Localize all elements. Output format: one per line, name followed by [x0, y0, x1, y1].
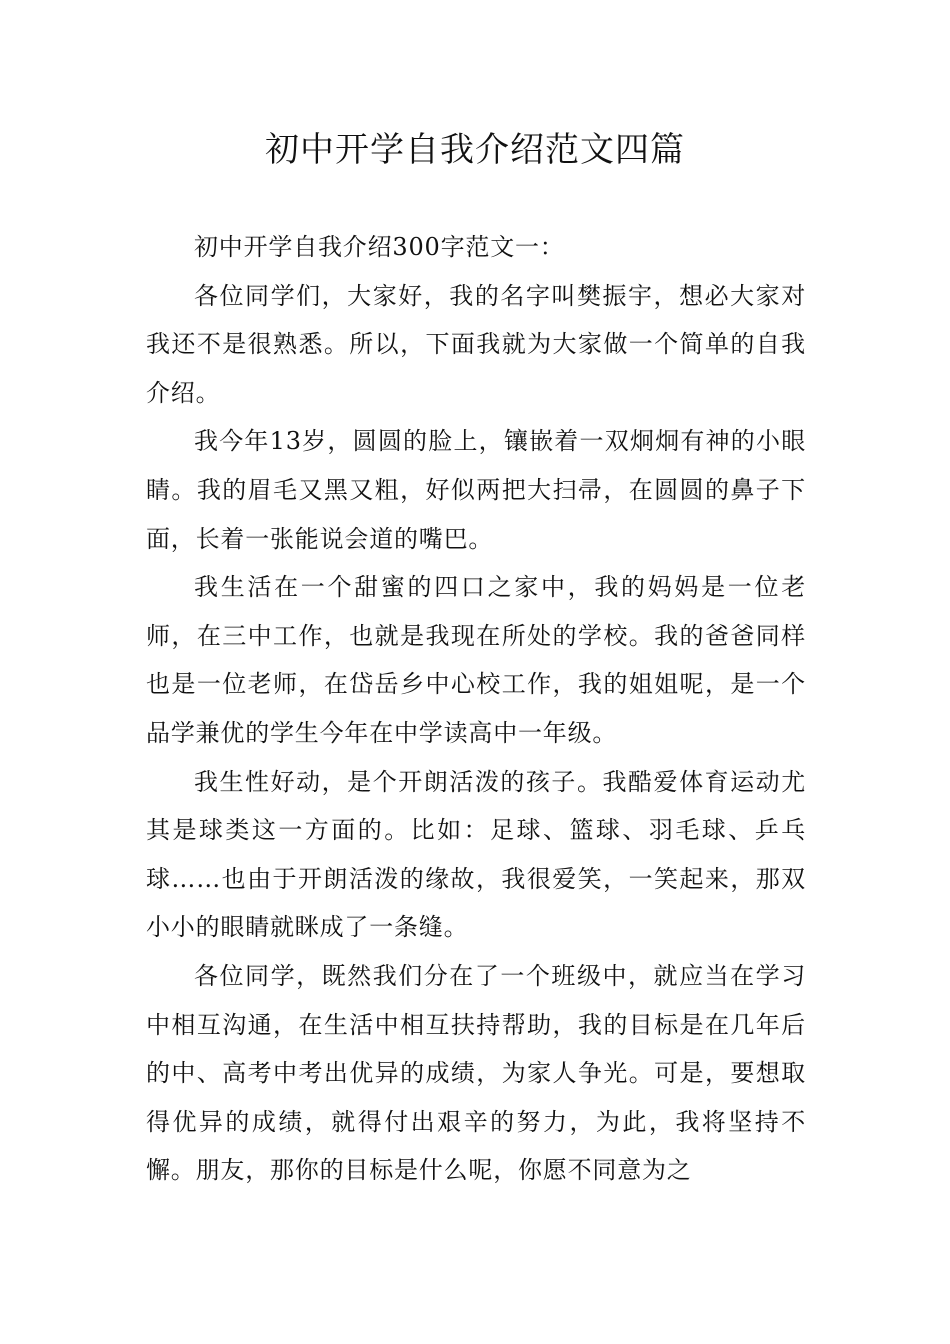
document-title: 初中开学自我介绍范文四篇 — [265, 130, 685, 170]
paragraph: 我今年13岁，圆圆的脸上，镶嵌着一双炯炯有神的小眼睛。我的眉毛又黑又粗，好似两把大扫帚，在圆圆的鼻子下面，长着一张能说会道的嘴巴。 — [146, 427, 806, 553]
paragraph: 我生性好动，是个开朗活泼的孩子。我酷爱体育运动尤其是球类这一方面的。比如：足球、篮球、羽毛球、乒乓球……也由于开朗活泼的缘故，我很爱笑，一笑起来，那双小小的眼睛就眯成了一条缝。 — [146, 767, 806, 942]
document-body — [146, 223, 806, 1195]
paragraph: 各位同学们，大家好，我的名字叫樊振宇，想必大家对我还不是很熟悉。所以，下面我就为大家做一个简单的自我介绍。 — [146, 281, 806, 407]
paragraph: 各位同学，既然我们分在了一个班级中，就应当在学习中相互沟通，在生活中相互扶持帮助，我的目标是在几年后的中、高考中考出优异的成绩，为家人争光。可是，要想取得优异的成绩，就得付出艰辛的努力，为此，我将坚持不懈。朋友，那你的目标是什么呢，你愿不同意为之 — [146, 961, 806, 1185]
paragraph: 我生活在一个甜蜜的四口之家中，我的妈妈是一位老师，在三中工作，也就是我现在所处的学校。我的爸爸同样也是一位老师，在岱岳乡中心校工作，我的姐姐呢，是一个品学兼优的学生今年在中学读高中一年级。 — [146, 573, 806, 747]
paragraph-heading: 初中开学自我介绍300字范文一： — [194, 233, 565, 261]
